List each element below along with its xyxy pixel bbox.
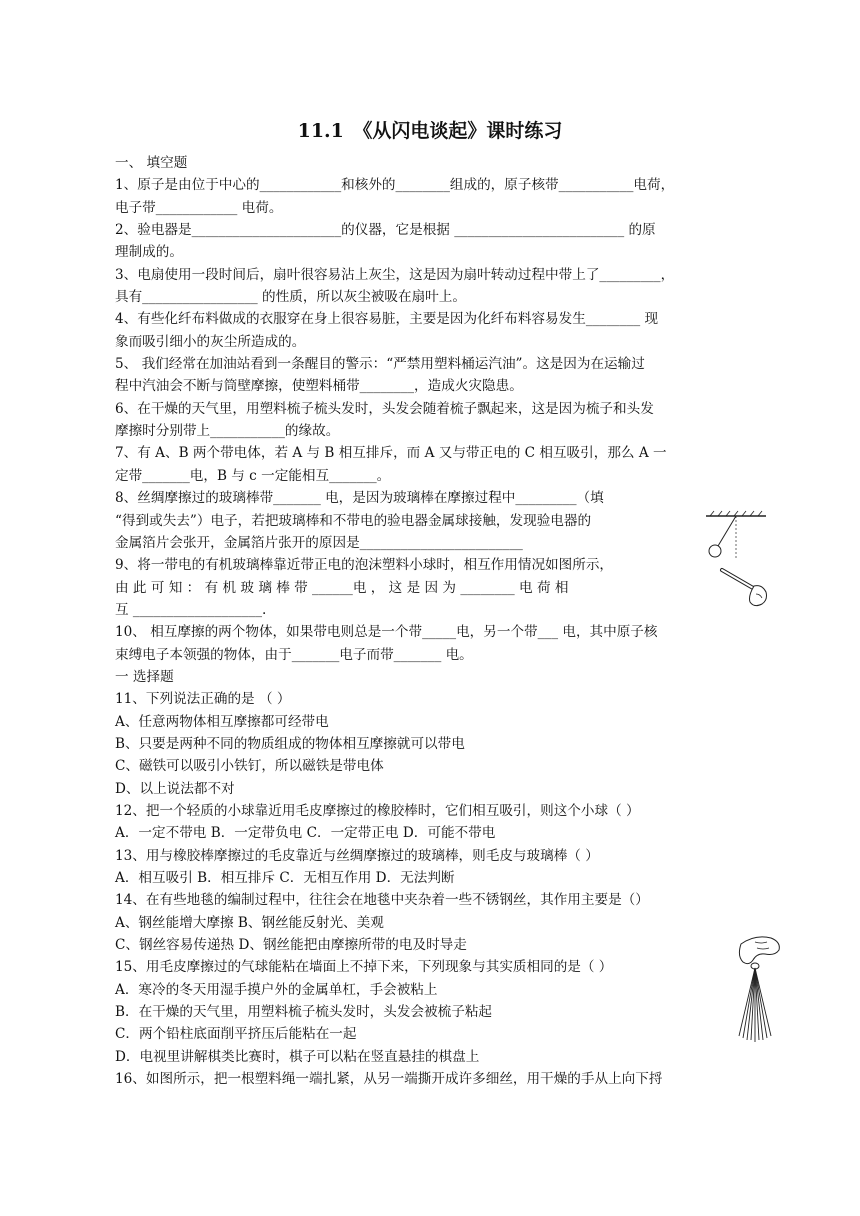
text-line: 一、 填空题 bbox=[115, 155, 188, 171]
text-line: C、钢丝容易传递热 D、钢丝能把由摩擦所带的电及时导走 bbox=[115, 937, 467, 954]
text-line: 程中汽油会不断与筒壁摩擦，使塑料桶带________，造成火灾隐患。 bbox=[115, 378, 523, 395]
text-line: A、钢丝能增大摩擦 B、钢丝能反射光、美观 bbox=[115, 914, 384, 931]
text-line: 5、 我们经常在加油站看到一条醒目的警示：“严禁用塑料桶运汽油”。这是因为在运输过 bbox=[115, 356, 645, 373]
text-line: “得到或失去”）电子，若把玻璃棒和不带电的验电器金属球接触，发现验电器的 bbox=[115, 512, 592, 529]
text-line: 7、有 A、B 两个带电体，若 A 与 B 相互排斥，而 A 又与带正电的 C 相互吸引，那么 A 一 bbox=[115, 445, 667, 462]
text-line: 电子带____________ 电荷。 bbox=[115, 199, 283, 216]
exercise-body bbox=[115, 152, 732, 1090]
text-line: 15、用毛皮摩擦过的气球能粘在墙面上不掉下来，下列现象与其实质相同的是（ ） bbox=[115, 959, 613, 976]
text-line: 束缚电子本领强的物体，由于_______电子而带_______ 电。 bbox=[115, 646, 473, 663]
text-line: 8、丝绸摩擦过的玻璃棒带_______ 电，是因为玻璃棒在摩擦过程中_________（填 bbox=[115, 490, 604, 507]
text-line: 象而吸引细小的灰尘所造成的。 bbox=[115, 333, 306, 350]
text-line: 摩擦时分别带上___________的缘故。 bbox=[115, 423, 340, 440]
text-line: 一 选择题 bbox=[115, 668, 174, 685]
text-line: 13、用与橡胶棒摩擦过的毛皮靠近与丝绸摩擦过的玻璃棒，则毛皮与玻璃棒（ ） bbox=[115, 847, 599, 864]
page-title: 11.1 《从闪电谈起》课时练习 bbox=[297, 120, 563, 142]
text-line: C、磁铁可以吸引小铁钉，所以磁铁是带电体 bbox=[115, 758, 384, 775]
text-line: 互 ___________________. bbox=[115, 601, 267, 618]
text-line: 6、在干燥的天气里，用塑料梳子梳头发时，头发会随着梳子飘起来，这是因为梳子和头发 bbox=[115, 400, 654, 417]
text-line: 12、把一个轻质的小球靠近用毛皮摩擦过的橡胶棒时，它们相互吸引，则这个小球（ ） bbox=[115, 802, 640, 819]
text-line: D、以上说法都不对 bbox=[115, 780, 235, 797]
text-line: 具有_________________ 的性质，所以灰尘被吸在扇叶上。 bbox=[115, 289, 466, 306]
text-line: 金属箔片会张开，金属箔片张开的原因是________________________ bbox=[115, 534, 523, 551]
text-line: 3、电扇使用一段时间后，扇叶很容易沾上灰尘，这是因为扇叶转动过程中带上了_________， bbox=[115, 266, 675, 283]
text-line: B、只要是两种不同的物质组成的物体相互摩擦就可以带电 bbox=[115, 735, 465, 752]
text-line: A、任意两物体相互摩擦都可经带电 bbox=[115, 713, 329, 730]
text-line: 理制成的。 bbox=[115, 244, 183, 261]
text-line: 4、有些化纤布料做成的衣服穿在身上很容易脏，主要是因为化纤布料容易发生________ 现 bbox=[115, 311, 659, 328]
text-line: A．相互吸引 B．相互排斥 C．无相互作用 D．无法判断 bbox=[115, 870, 455, 886]
text-line: 10、 相互摩擦的两个物体，如果带电则总是一个带_____电，另一个带___ 电，其中原子核 bbox=[115, 624, 658, 641]
text-line: 定带_______电，B 与 c 一定能相互_______。 bbox=[115, 467, 391, 484]
text-line: C．两个铅柱底面削平挤压后能粘在一起 bbox=[115, 1026, 357, 1043]
text-line: 11、下列说法正确的是 （ ） bbox=[115, 691, 291, 708]
text-line: 由 此 可 知 ： 有 机 玻 璃 棒 带 ______电 ， 这 是 因 为 ________ 电 荷 相 bbox=[115, 579, 569, 596]
text-line: 9、将一带电的有机玻璃棒靠近带正电的泡沫塑料小球时，相互作用情况如图所示， bbox=[115, 557, 614, 574]
pendulum-rod-figure bbox=[700, 508, 772, 612]
text-line: 16、如图所示，把一根塑料绳一端扎紧，从另一端撕开成许多细丝，用干燥的手从上向下捋 bbox=[115, 1071, 663, 1088]
text-line: 14、在有些地毯的编制过程中，往往会在地毯中夹杂着一些不锈钢丝，其作用主要是（） bbox=[115, 892, 649, 909]
text-line: 2、验电器是______________________的仪器，它是根据 _________________________ 的原 bbox=[115, 222, 656, 239]
plastic-strands-figure bbox=[735, 932, 787, 1046]
text-line: D．电视里讲解棋类比赛时，棋子可以粘在竖直悬挂的棋盘上 bbox=[115, 1048, 480, 1065]
text-line: 1、原子是由位于中心的____________和核外的________组成的，原子核带___________电荷， bbox=[115, 177, 675, 194]
text-line: A．一定不带电 B．一定带负电 C．一定带正电 D．可能不带电 bbox=[115, 825, 496, 842]
text-line: A．寒冷的冬天用湿手摸户外的金属单杠，手会被粘上 bbox=[115, 981, 438, 998]
text-line: B．在干燥的天气里，用塑料梳子梳头发时，头发会被梳子粘起 bbox=[115, 1004, 493, 1021]
